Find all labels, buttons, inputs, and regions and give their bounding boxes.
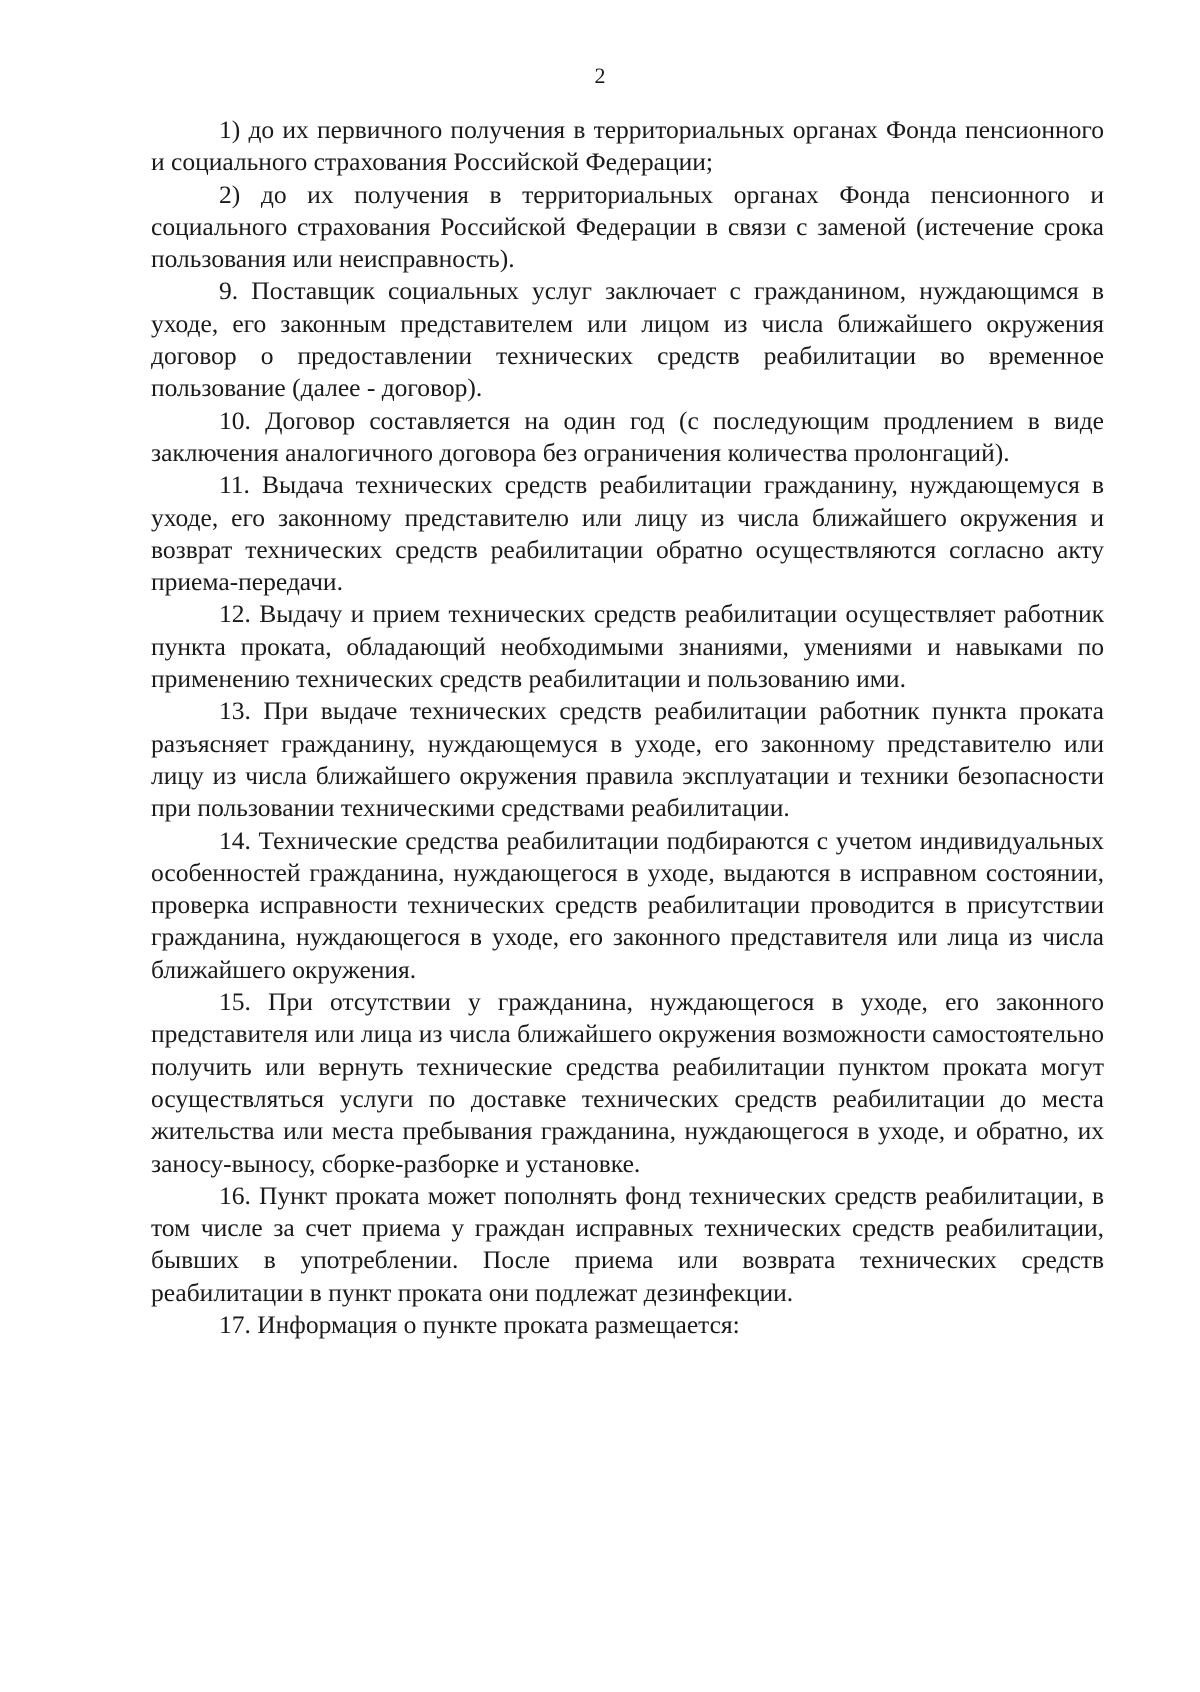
list-item-2: 2) до их получения в территориальных органах Фонда пенсионного и социального страхования Российской Федерации в связи с заменой (истечение срока пользования или неисправность). [151, 179, 1104, 274]
clause-10: 10. Договор составляется на один год (с последующим продлением в виде заключения аналогичного договора без ограничения количества пролонгаций). [151, 405, 1104, 467]
page-number: 2 [594, 63, 606, 88]
clause-11: 11. Выдача технических средств реабилитации гражданину, нуждающемуся в уходе, его законному представителю или лицу из числа ближайшего окружения и возврат технических средств реабилитации обратно осуществляются согласно акту приема-передачи. [151, 470, 1104, 597]
document-body [151, 114, 1104, 1341]
clause-15: 15. При отсутствии у гражданина, нуждающегося в уходе, его законного представителя или лица из числа ближайшего окружения возможности самостоятельно получить или вернуть технические средства реабилитации пунктом проката могут осуществляться услуги по доставке технических средств реабилитации до места жительства или места пребывания гражданина, нуждающегося в уходе, и обратно, их заносу-выносу, сборке-разборке и установке. [151, 987, 1104, 1178]
clause-12: 12. Выдачу и прием технических средств реабилитации осуществляет работник пункта проката, обладающий необходимыми знаниями, умениями и навыками по применению технических средств реабилитации и пользованию ими. [151, 599, 1104, 694]
clause-9: 9. Поставщик социальных услуг заключает с гражданином, нуждающимся в уходе, его законным представителем или лицом из числа ближайшего окружения договор о предоставлении технических средств реабилитации во временное пользование (далее - договор). [151, 276, 1104, 403]
list-item-1: 1) до их первичного получения в территориальных органах Фонда пенсионного и социального страхования Российской Федерации; [151, 115, 1104, 177]
clause-14: 14. Технические средства реабилитации подбираются с учетом индивидуальных особенностей гражданина, нуждающегося в уходе, выдаются в исправном состоянии, проверка исправности технических средств реабилитации проводится в присутствии гражданина, нуждающегося в уходе, его законного представителя или лица из числа ближайшего окружения. [151, 825, 1104, 984]
clause-13: 13. При выдаче технических средств реабилитации работник пункта проката разъясняет гражданину, нуждающемуся в уходе, его законному представителю или лицу из числа ближайшего окружения правила эксплуатации и техники безопасности при пользовании техническими средствами реабилитации. [151, 696, 1104, 823]
clause-17: 17. Информация о пункте проката размещается: [219, 1309, 740, 1339]
clause-16: 16. Пункт проката может пополнять фонд технических средств реабилитации, в том числе за счет приема у граждан исправных технических средств реабилитации, бывших в употреблении. После приема или возврата технических средств реабилитации в пункт проката они подлежат дезинфекции. [151, 1180, 1104, 1307]
